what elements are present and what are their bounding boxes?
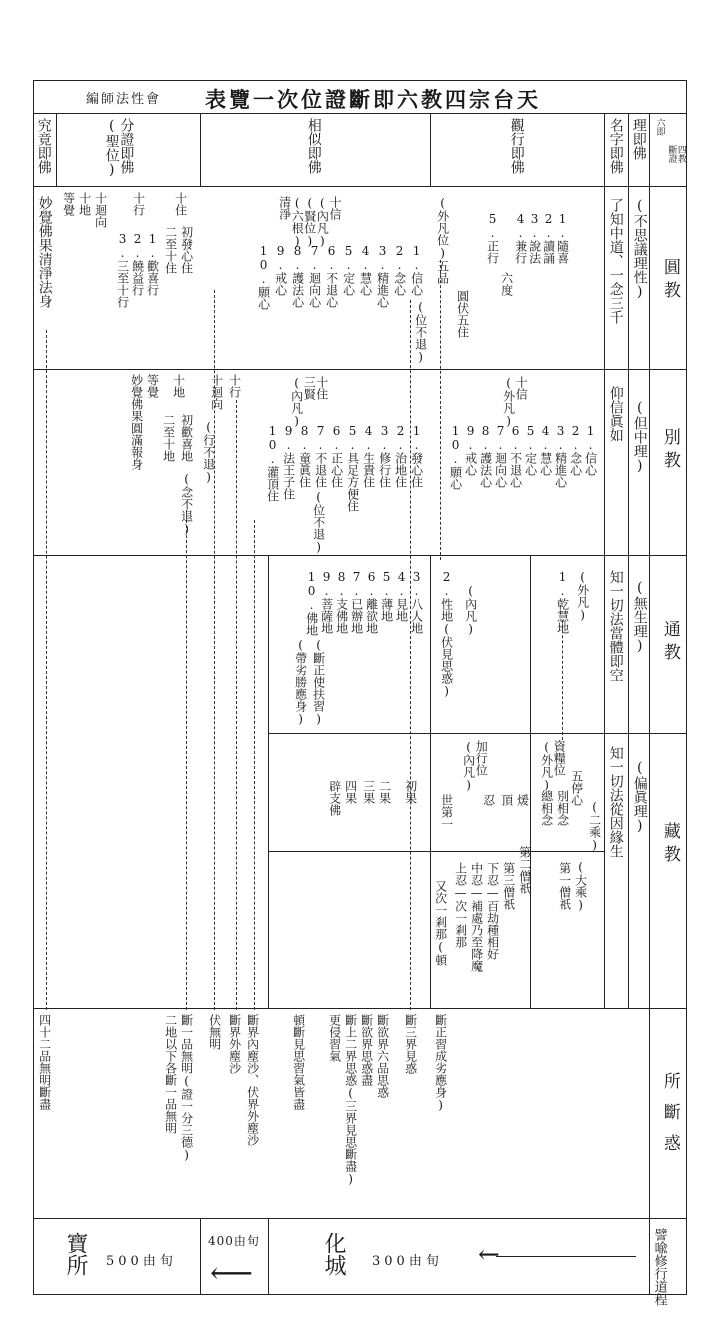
divider <box>268 1218 269 1295</box>
bie-xiangsi-item-7: 7.不退住 <box>313 424 328 488</box>
zang-erguo: 二果 <box>377 780 392 804</box>
zang-pizhifo: 辟支佛 <box>327 780 342 816</box>
heading-liji: 理即佛 <box>630 118 647 160</box>
suoduan-3: 二地以下各斷一品無明 <box>163 1014 178 1134</box>
yuan-guanxing-3: 3.說法 <box>527 212 542 264</box>
tong-item-6: 8.支佛地 <box>334 570 349 634</box>
bie-shihuixiang: 十迴向 <box>209 374 224 410</box>
divider <box>649 113 650 1295</box>
heading-mingzi: 名字即佛 <box>607 118 624 174</box>
yuan-fz-xing-3: 3.三至十行 <box>115 232 130 308</box>
yuan-fz-xing-1: 1.歡喜行 <box>145 232 160 296</box>
arrow-left-short: ⟵ <box>210 1256 254 1291</box>
tong-waifan: (外凡) <box>575 570 590 622</box>
bie-xiangsi-item-6: 6.正心住 <box>329 424 344 488</box>
bie-guanxing-item-5: 5.定心 <box>523 424 538 476</box>
divider <box>33 1008 687 1009</box>
zang-mingzi: 知一切法從因緣生 <box>607 746 624 858</box>
bie-guanxing-item-9: 9.戒心 <box>463 424 478 476</box>
bie-erzhi: 二至十地 <box>161 414 176 462</box>
yuan-fz-zhu-2: 二至十住 <box>163 226 178 274</box>
teaching-zang: 藏教 <box>659 822 680 868</box>
zang-biexiang: 別相念 <box>555 790 570 826</box>
zang-siguo: 四果 <box>343 780 358 804</box>
tong-item-2: 4.見地 <box>394 570 409 622</box>
heading-fenzheng: 分證即佛 (聖位) <box>103 118 135 178</box>
zang-dier: 第二僧祇 <box>517 846 532 894</box>
heading-guanxing: 觀行即佛 <box>508 118 525 174</box>
bie-liji: (但中理) <box>631 400 648 474</box>
suoduan-6: 斷界內塵沙、伏界外塵沙 <box>245 1014 260 1146</box>
zang-erxheng: (二乘) <box>587 800 602 852</box>
huacheng-label: 化城 <box>321 1232 346 1276</box>
zang-xiaren: 下忍—百劫種相好 <box>485 862 500 960</box>
divider <box>268 733 687 734</box>
arrow-shaft <box>496 1256 636 1257</box>
teaching-biyu: 譬喩修行道程 <box>651 1228 667 1306</box>
teaching-tong: 通教 <box>659 620 680 666</box>
tong-item-7: 9.菩薩地 <box>319 570 334 634</box>
zang-diyi: 第一僧祇 <box>557 862 572 910</box>
suoduan-8: 更侵習氣 <box>327 1014 342 1062</box>
yuan-fz-zhu-1: 初發心住 <box>179 226 194 274</box>
zang-shidiyi: 世第一 <box>439 794 454 830</box>
yuan-xiangsi-item-6: 6.不退心 <box>324 244 339 308</box>
bie-xiangsi-head: 十住 三賢 (內凡) <box>289 376 329 428</box>
divider <box>530 555 531 1008</box>
suoduan-12: 斷三界見惑 <box>403 1014 418 1074</box>
distance-500: 500由旬 <box>106 1254 177 1269</box>
bie-xiangsi-item-10: 10.灌頂住 <box>265 424 280 502</box>
yuan-guanxing-5: 5.正行 <box>485 212 500 264</box>
corner-liuji: 六即 <box>654 118 665 136</box>
bie-guanxing-item-2: 2.念心 <box>568 424 583 476</box>
tong-xingdi: 2.性地(伏見思惑) <box>439 570 454 698</box>
bie-guanxing-head: 十信 (外凡) <box>501 376 529 428</box>
corner-sijiao: 四教 斷證 <box>666 145 686 163</box>
zang-sanguo: 三果 <box>361 780 376 804</box>
suoduan-9: 斷上二界思惑(三界見思斷盡) <box>343 1014 358 1186</box>
bie-shidi: 十地 <box>171 374 186 398</box>
connector <box>410 300 411 1010</box>
bie-dengjue: 等覺 <box>145 374 160 398</box>
zang-ziliang: 資糧位 (外凡) <box>539 740 567 792</box>
yuan-xiangsi-item-7: 7.迴向心 <box>307 244 322 308</box>
bie-shixing: 十行 <box>227 374 242 398</box>
zang-youci: 又次一剎那(頓 <box>433 880 448 966</box>
tong-neifan: (內凡) <box>463 584 478 636</box>
yuan-jiujing: 妙覺佛果清淨法身 <box>36 196 53 308</box>
bie-xingbutui: (行不退) <box>201 420 216 484</box>
divider <box>33 369 687 370</box>
yuan-xiangsi-item-4: 4.慧心 <box>358 244 373 296</box>
zang-dasheng: (大乘) <box>573 860 588 912</box>
arrow-left-long: ← <box>478 1240 500 1270</box>
bie-guanxing-item-7: 7.迴向心 <box>493 424 508 488</box>
zang-disan: 第三僧祇 <box>501 862 516 910</box>
yuan-mingzi: 了知中道、一念三千 <box>607 198 624 324</box>
divider <box>200 1218 201 1295</box>
tong-qianhui: 1.乾慧地 <box>555 570 570 634</box>
divider <box>33 1218 687 1219</box>
connector <box>236 400 237 1010</box>
yuan-yuanfu: 圓伏五住 <box>455 290 470 338</box>
yuan-fz-hui: 十迴向 <box>93 192 108 228</box>
yuan-fz-shizhu: 十住 <box>173 192 188 216</box>
suoduan-4: 伏無明 <box>207 1014 222 1050</box>
connector <box>214 290 215 1010</box>
yuan-xiangsi-item-1: 1.信心 <box>409 244 424 296</box>
bie-guanxing-item-10: 10.願心 <box>448 424 463 490</box>
yuan-fz-di: 十地 <box>77 192 92 216</box>
yuan-liji: (不思議理性) <box>631 198 648 300</box>
divider <box>430 555 431 1008</box>
yuan-guanxing-wupin: (外凡位)五品 <box>435 196 450 284</box>
yuan-fz-shixing: 十行 <box>131 192 146 216</box>
teaching-yuan: 圓教 <box>659 258 680 304</box>
yuan-xiangsi-item-2: 2.念心 <box>392 244 407 296</box>
distance-300: 300由旬 <box>372 1254 443 1269</box>
zang-chuguo: 初果 <box>403 780 418 804</box>
yuan-xiangsi-item-3: 3.精進心 <box>375 244 390 308</box>
yuan-xiangsi-head: 十信 (內凡) (賢位) (六根) 清淨 <box>277 196 342 248</box>
tong-mingzi: 知一切法當體即空 <box>607 570 624 682</box>
zang-zongxiang: 總相念 <box>539 790 554 826</box>
publisher: 編師法性會 <box>86 92 162 107</box>
tong-daili: (帶劣勝應身) <box>293 638 308 726</box>
heading-xiangsi: 相似即佛 <box>305 118 322 174</box>
yuan-xiangsi-item-8: 8.護法心 <box>290 244 305 308</box>
heading-jiujing: 究竟即佛 <box>35 118 52 174</box>
connector <box>440 260 441 560</box>
bie-guanxing-item-4: 4.慧心 <box>538 424 553 476</box>
tong-liji: (無生理) <box>631 580 648 654</box>
zang-nuan: 煖 <box>515 794 530 806</box>
yuan-guanxing-4: 4.兼行 <box>513 212 528 264</box>
yuan-xiangsi-item-5: 5.定心 <box>341 244 356 296</box>
yuan-weibutui: (位不退) <box>413 300 428 364</box>
yuan-dengjue: 等覺 <box>61 192 76 216</box>
suoduan-2: 斷一品無明(證一分三德) <box>179 1014 194 1162</box>
yuan-guanxing-2: 2.讀誦 <box>541 212 556 264</box>
divider <box>268 555 269 1008</box>
teaching-suoduan: 所斷惑 <box>659 1072 680 1165</box>
divider <box>33 555 687 556</box>
bie-xiangsi-item-2: 2.治地住 <box>393 424 408 488</box>
bie-weibutui: (位不退) <box>311 490 326 554</box>
bie-guanxing-item-6: 6.不退心 <box>508 424 523 488</box>
yuan-fz-xing-2: 2.饒益行 <box>130 232 145 296</box>
connector <box>562 620 563 740</box>
page-title: 表覽一次位證斷即六教四宗台天 <box>205 87 541 112</box>
bie-chuhuanxi: 初歡喜地 <box>179 414 194 462</box>
suoduan-1: 四十二品無明斷盡 <box>37 1014 52 1110</box>
tong-item-8: 10.佛地 <box>304 570 319 636</box>
divider <box>430 113 431 186</box>
suoduan-5: 斷界外塵沙 <box>227 1014 242 1074</box>
connector <box>46 330 47 1010</box>
bie-mingzi: 仰信眞如 <box>607 386 624 442</box>
tong-duan-zhengshi: (斷正使扶習) <box>311 638 326 726</box>
divider <box>628 113 629 1008</box>
zang-jiaxing: 加行位 (內凡) <box>461 740 489 792</box>
zang-wutingxin: 五停心 <box>569 770 584 806</box>
zang-ren: 忍 <box>481 794 496 806</box>
tong-item-4: 6.離欲地 <box>364 570 379 634</box>
distance-400: 400由旬 <box>208 1234 260 1248</box>
zang-liji: (偏眞理) <box>631 760 648 834</box>
bie-guanxing-item-3: 3.精進心 <box>553 424 568 488</box>
connector <box>254 520 255 1010</box>
bie-nianbutui: (念不退) <box>179 472 194 536</box>
suoduan-11: 斷欲界六品思惑 <box>375 1014 390 1098</box>
yuan-xiangsi-item-10: 10.願心 <box>256 244 271 310</box>
bie-xiangsi-item-1: 1.發心住 <box>409 424 424 488</box>
zang-shangren: 上忍—次一剎那 <box>453 862 468 948</box>
baosuo-label: 寶所 <box>63 1232 88 1276</box>
bie-xiangsi-item-8: 8.童眞住 <box>297 424 312 488</box>
bie-xiangsi-item-9: 9.法王子住 <box>281 424 296 500</box>
connector <box>186 510 187 1010</box>
divider <box>604 113 605 1008</box>
divider <box>33 186 687 187</box>
zang-ding: 頂 <box>499 794 514 806</box>
bie-xiangsi-item-5: 5.具足方便住 <box>345 424 360 512</box>
divider <box>268 851 604 852</box>
tong-item-1: 3.八人地 <box>409 570 424 634</box>
divider <box>56 113 57 186</box>
yuan-liudu: 六度 <box>499 272 514 296</box>
bie-miaojue: 妙覺佛果圓滿報身 <box>129 374 144 470</box>
teaching-bie: 別教 <box>659 428 680 474</box>
tong-item-5: 7.已辦地 <box>349 570 364 634</box>
yuan-guanxing-1: 1.隨喜 <box>555 212 570 264</box>
zang-zhongren: 中忍—補處乃至降魔 <box>469 862 484 972</box>
tong-item-3: 5.薄地 <box>379 570 394 622</box>
suoduan-7: 頓斷見思習氣皆盡 <box>291 1014 306 1110</box>
bie-xiangsi-item-3: 3.修行住 <box>377 424 392 488</box>
divider <box>200 113 201 186</box>
bie-xiangsi-item-4: 4.生貴住 <box>361 424 376 488</box>
yuan-xiangsi-item-9: 9.戒心 <box>273 244 288 296</box>
bie-guanxing-item-8: 8.護法心 <box>478 424 493 488</box>
suoduan-10: 斷欲界思惑盡 <box>359 1014 374 1086</box>
zang-duanzhengxi: 斷正習成劣應身) <box>433 1014 448 1112</box>
bie-guanxing-item-1: 1.信心 <box>583 424 598 476</box>
